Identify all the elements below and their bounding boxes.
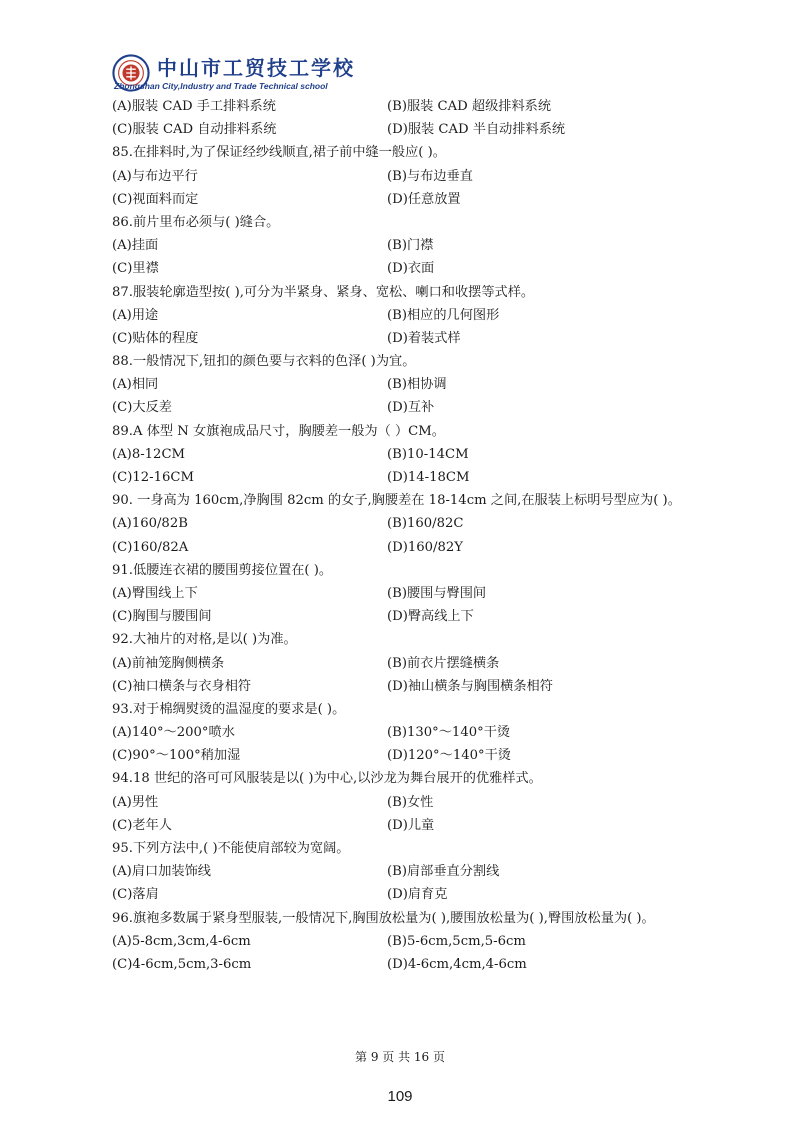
options-row [112,930,702,953]
option-left: (A)160/82B [112,516,188,532]
option-right: (D)互补 [387,400,435,416]
option-left: (A)相同 [112,377,159,393]
option-left: (A)挂面 [112,238,159,254]
option-right: (D)衣面 [387,261,435,277]
question-text: 94.18 世纪的洛可可风服装是以( )为中心,以沙龙为舞台展开的优雅样式。 [112,771,542,787]
option-left: (C)落肩 [112,887,159,903]
question-text: 91.低腰连衣裙的腰围剪接位置在( )。 [112,562,333,578]
option-right: (D)160/82Y [387,539,463,555]
options-row [112,188,702,211]
option-left: (C)贴体的程度 [112,330,199,346]
question-text: 85.在排料时,为了保证经纱线顺直,裙子前中缝一般应( )。 [112,145,446,161]
options-row [112,536,702,559]
option-left: (C)大反差 [112,400,172,416]
question-text: 89.A 体型 N 女旗袍成品尺寸，胸腰差一般为（ ）CM。 [112,423,445,439]
option-right: (D)任意放置 [387,191,461,207]
option-right: (B)服装 CAD 超级排料系统 [387,99,552,114]
options-row [112,257,702,280]
options-row [112,860,702,883]
option-left: (C)160/82A [112,539,189,555]
options-row [112,466,702,489]
option-right: (B)10-14CM [387,446,469,462]
option-left: (A)男性 [112,794,159,810]
options-row [112,373,702,396]
option-right: (D)120°～140°干烫 [387,748,511,764]
options-row [112,652,702,675]
option-right: (D)服装 CAD 半自动排料系统 [387,122,566,138]
options-row [112,234,702,257]
school-name-en: Zhongshan City,Industry and Trade Technical school [114,81,328,91]
options-row [112,675,702,698]
option-left: (A)8-12CM [112,446,186,462]
option-left: (C)里襟 [112,261,159,277]
option-right: (B)前衣片摆缝横条 [387,655,500,671]
question-text: 95.下列方法中,( )不能使肩部较为宽阔。 [112,841,350,857]
option-right: (B)腰围与臀围间 [387,585,487,601]
option-left: (C)服装 CAD 自动排料系统 [112,122,277,138]
option-left: (A)用途 [112,307,159,323]
options-row [112,582,702,605]
option-left: (C)4-6cm,5cm,3-6cm [112,956,252,972]
option-left: (C)老年人 [112,817,172,833]
options-row [112,304,702,327]
option-right: (D)肩育克 [387,887,448,903]
option-left: (C)胸围与腰围间 [112,609,212,625]
options-row [112,443,702,466]
option-right: (B)130°～140°干烫 [387,725,511,741]
options-row [112,721,702,744]
question-text: 87.服装轮廓造型按( ),可分为半紧身、紧身、宽松、喇口和收摆等式样。 [112,284,535,300]
options-row [112,791,702,814]
question-text: 92.大袖片的对格,是以( )为准。 [112,632,297,648]
option-left: (A)服装 CAD 手工排料系统 [112,99,276,114]
options-row [112,953,702,976]
options-row [112,396,702,419]
option-left: (C)90°～100°稍加湿 [112,748,241,764]
option-left: (A)前袖笼胸侧横条 [112,655,225,671]
option-left: (A)臀围线上下 [112,585,198,601]
options-row [112,118,702,141]
option-right: (D)14-18CM [387,470,470,485]
question-text: 96.旗袍多数属于紧身型服装,一般情况下,胸围放松量为( ),腰围放松量为( ),臀围放松量为( )。 [112,910,655,926]
school-name-cn: 中山市工贸技工学校 [157,56,355,80]
option-left: (A)与布边平行 [112,168,198,184]
options-row [112,883,702,906]
option-left: (A)5-8cm,3cm,4-6cm [112,933,251,949]
question-text: 88.一般情况下,钮扣的颜色要与衣料的色泽( )为宜。 [112,354,416,370]
option-right: (D)袖山横条与胸围横条相符 [387,678,553,694]
page-footer: 第 9 页 共 16 页 [355,1050,445,1064]
option-right: (D)儿童 [387,817,435,833]
option-right: (D)臀高线上下 [387,609,474,625]
option-right: (D)着装式样 [387,330,461,346]
option-right: (B)与布边垂直 [387,168,473,184]
options-row [112,512,702,535]
question-text: 90. 一身高为 160cm,净胸围 82cm 的女子,胸腰差在 18-14cm 之间,在服装上标明号型应为( )。 [112,493,681,509]
option-right: (B)相协调 [387,377,447,393]
option-right: (B)肩部垂直分割线 [387,864,500,880]
question-text: 93.对于棉绸熨烫的温湿度的要求是( )。 [112,701,346,717]
page-number: 109 [387,1088,413,1105]
option-right: (B)相应的几何图形 [387,307,500,323]
option-right: (B)门襟 [387,238,434,254]
option-right: (D)4-6cm,4cm,4-6cm [387,956,527,972]
option-left: (C)视面料而定 [112,191,199,207]
option-right: (B)女性 [387,794,434,810]
option-left: (C)袖口横条与衣身相符 [112,678,252,694]
question-text: 86.前片里布必须与( )缝合。 [112,214,280,230]
exam-content [112,95,702,976]
option-left: (C)12-16CM [112,470,194,485]
options-row [112,95,702,118]
option-left: (A)肩口加装饰线 [112,864,211,880]
options-row [112,744,702,767]
options-row [112,605,702,628]
options-row [112,165,702,188]
options-row [112,327,702,350]
option-right: (B)160/82C [387,516,464,532]
option-left: (A)140°～200°喷水 [112,725,235,741]
options-row [112,814,702,837]
option-right: (B)5-6cm,5cm,5-6cm [387,933,526,949]
